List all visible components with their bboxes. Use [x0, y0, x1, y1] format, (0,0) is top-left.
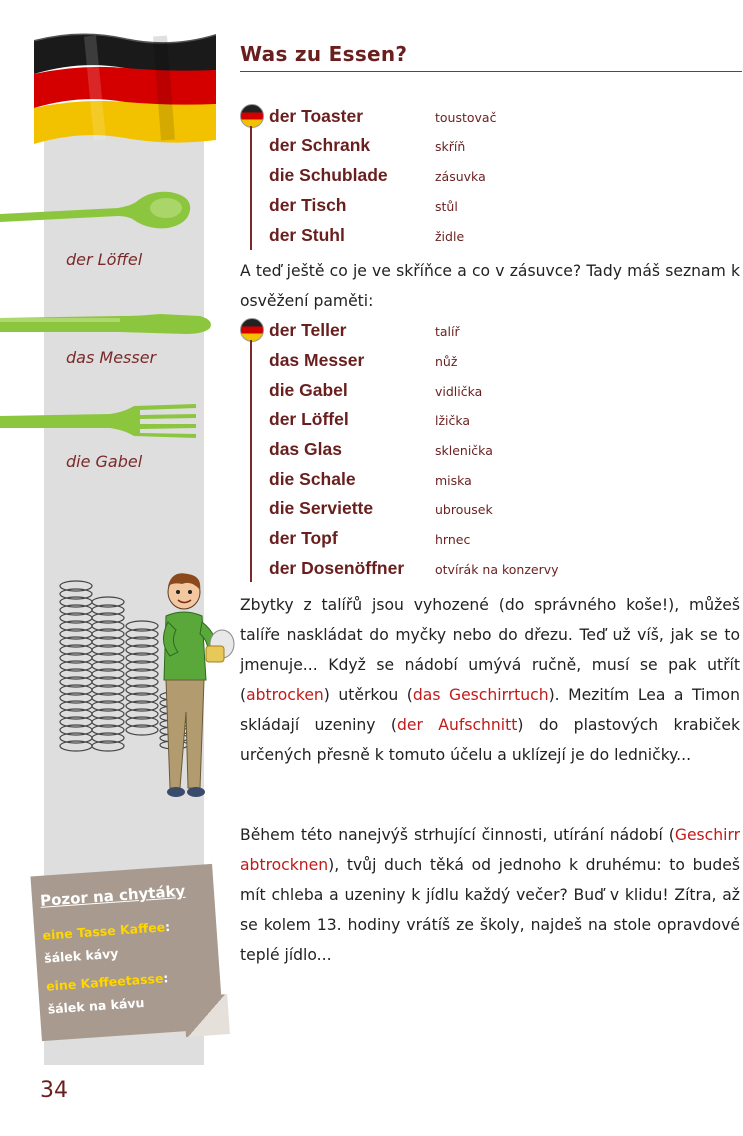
fork-label: die Gabel: [66, 452, 143, 471]
vocab-czech: talíř: [435, 324, 460, 339]
vocab-bracket-line: [250, 126, 252, 250]
page-title: Was zu Essen?: [240, 42, 408, 66]
vocab-czech: lžička: [435, 413, 471, 428]
tip-colon: :: [164, 918, 171, 935]
paragraph-text: ) do plastových krabiček určených přesně k tomuto účelu a uklízejí je do ledničky...: [240, 716, 740, 764]
vocab-czech: toustovač: [435, 110, 497, 125]
vocab-german: der Tisch: [269, 195, 347, 215]
knife-icon: [0, 308, 216, 342]
vocab-german: das Messer: [269, 350, 365, 370]
german-flag-bullet-icon: [240, 318, 264, 342]
tip-german-phrase: eine Kaffeetasse: [45, 970, 164, 994]
paragraph-text: Během této nanejvýš strhující činnosti, utírání nádobí (: [240, 826, 675, 844]
vocab-czech: miska: [435, 473, 472, 488]
vocab-czech: sklenička: [435, 443, 493, 458]
tip-note-line: [46, 970, 169, 994]
vocab-czech: skříň: [435, 139, 466, 154]
tip-note-card: [30, 864, 223, 1041]
tip-czech-translation: šálek kávy: [43, 945, 119, 966]
vocab-german: der Schrank: [269, 135, 371, 155]
title-divider: [240, 71, 742, 72]
vocab-czech: otvírák na konzervy: [435, 562, 559, 577]
tip-german-phrase: eine Tasse Kaffee: [42, 919, 166, 943]
vocab-german: das Glas: [269, 439, 342, 459]
paragraph-text: ) utěrkou (: [323, 686, 413, 704]
body-paragraph-2: [240, 820, 740, 970]
paragraph-text: ), tvůj duch těká od jednoho k druhému: to budeš mít chleba a uzeniny k jídlu každý večer? Buď v klidu! Zítra, až se kolem 13. hodiny vrátíš ze školy, najdeš na stole opravdové teplé jídlo...: [240, 856, 740, 964]
highlighted-term: Geschirr abtrocknen: [240, 826, 740, 874]
body-paragraph-1: [240, 590, 740, 770]
vocab-list-2: [240, 318, 720, 584]
spoon-icon: [0, 188, 200, 238]
vocab-czech: židle: [435, 229, 465, 244]
german-flag-bullet-icon: [240, 104, 264, 128]
vocab-list-1: [240, 104, 660, 252]
fork-icon: [0, 398, 200, 444]
vocab-german: die Serviette: [269, 498, 374, 518]
vocab-czech: stůl: [435, 199, 458, 214]
vocab-german: der Dosenöffner: [269, 558, 405, 578]
page-number: 34: [40, 1078, 68, 1103]
vocab-german: der Teller: [269, 320, 347, 340]
vocab-german: der Stuhl: [269, 225, 345, 245]
vocab-czech: zásuvka: [435, 169, 486, 184]
vocab-german: die Schale: [269, 469, 356, 489]
paragraph-text: Zbytky z talířů jsou vyhozené (do správného koše!), můžeš talíře naskládat do myčky nebo do dřezu. Teď už víš, jak se to jmenuje... Když se nádobí umývá ručně, musí se pak utřít (: [240, 596, 740, 704]
paragraph-text: ). Mezitím Lea a Timon skládají uzeniny (: [240, 686, 740, 734]
tip-czech-translation: šálek na kávu: [47, 994, 145, 1017]
spoon-label: der Löffel: [66, 250, 143, 269]
highlighted-term: abtrocken: [246, 686, 324, 704]
tip-note-line: [42, 919, 171, 943]
vocab-bracket-line: [250, 340, 252, 582]
tip-note-title: Pozor na chytáky: [39, 881, 186, 910]
tip-colon: :: [162, 970, 169, 986]
page-curl-icon: [183, 994, 230, 1037]
vocab-czech: ubrousek: [435, 502, 493, 517]
vocab-czech: vidlička: [435, 384, 483, 399]
highlighted-term: das Geschirrtuch: [412, 686, 549, 704]
vocab-czech: hrnec: [435, 532, 471, 547]
vocab-german: die Schublade: [269, 165, 388, 185]
knife-label: das Messer: [66, 348, 157, 367]
vocab-german: die Gabel: [269, 380, 348, 400]
highlighted-term: der Aufschnitt: [397, 716, 518, 734]
vocab-czech: nůž: [435, 354, 458, 369]
vocab-german: der Toaster: [269, 106, 364, 126]
german-flag-icon: [30, 28, 220, 150]
boy-illustration-icon: [156, 572, 238, 804]
intro-paragraph: A teď ještě co je ve skříňce a co v zásuvce? Tady máš seznam k osvěžení paměti:: [240, 262, 740, 310]
vocab-german: der Topf: [269, 528, 338, 548]
vocab-german: der Löffel: [269, 409, 349, 429]
